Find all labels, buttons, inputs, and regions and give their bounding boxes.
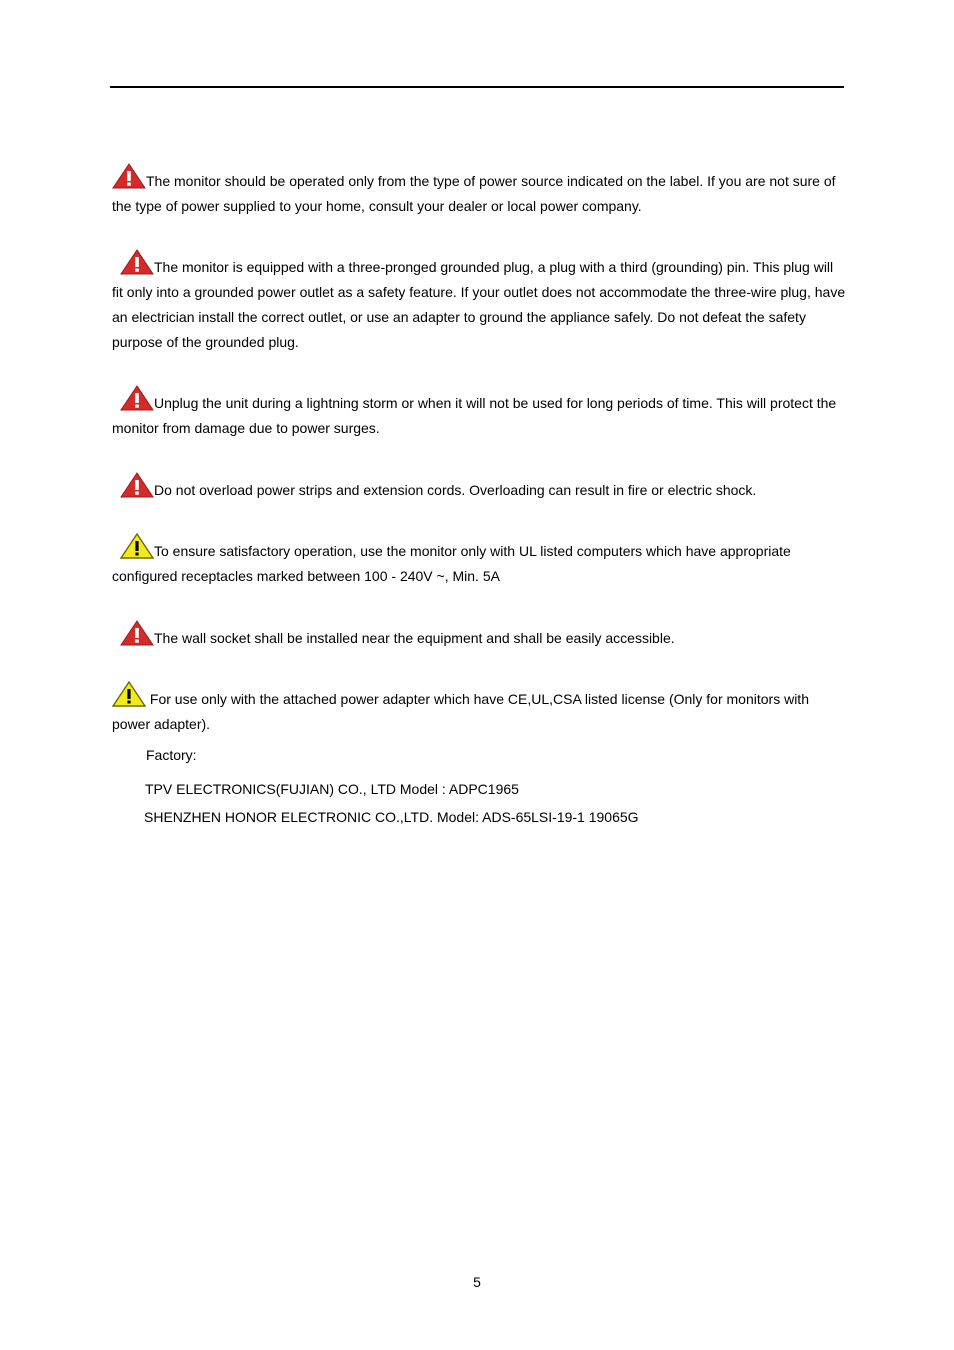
red-warning-triangle-icon xyxy=(120,472,154,498)
warning-overload xyxy=(112,472,847,503)
yellow-caution-triangle-icon xyxy=(120,533,154,559)
yellow-caution-triangle-icon xyxy=(112,681,146,707)
caution-ul-listed xyxy=(112,533,847,589)
red-warning-triangle-icon xyxy=(120,620,154,646)
factory-label: Factory: xyxy=(146,747,197,763)
warning-text: The wall socket shall be installed near the equipment and shall be easily accessible. xyxy=(154,630,675,646)
warning-grounded-plug xyxy=(112,249,847,355)
warning-text: Unplug the unit during a lightning storm or when it will not be used for long periods of time. This will protect the monitor from damage due to power surges. xyxy=(112,395,837,436)
red-warning-triangle-icon xyxy=(120,385,154,411)
red-warning-triangle-icon xyxy=(120,249,154,275)
warning-lightning xyxy=(112,385,847,441)
warning-power-source xyxy=(112,163,847,219)
header-rule xyxy=(110,86,844,88)
warning-text: The monitor should be operated only from the type of power source indicated on the label. If you are not sure of the type of power supplied to your home, consult your dealer or local power company. xyxy=(112,173,836,214)
warning-text: The monitor is equipped with a three-pronged grounded plug, a plug with a third (grounding) pin. This plug will fit only into a grounded power outlet as a safety feature. If your outlet does not accommodate the three-wire plug, have an electrician install the correct outlet, or use an adapter to ground the appliance safely. Do not defeat the safety purpose of the grounded plug. xyxy=(112,259,846,350)
warning-text: To ensure satisfactory operation, use the monitor only with UL listed computers which have appropriate configured receptacles marked between 100 - 240V ~, Min. 5A xyxy=(112,543,791,584)
page-number: 5 xyxy=(473,1274,481,1290)
warning-text: For use only with the attached power adapter which have CE,UL,CSA listed license (Only for monitors with power adapter). xyxy=(112,691,809,732)
factory-line-tpv: TPV ELECTRONICS(FUJIAN) CO., LTD Model : ADPC1965 xyxy=(145,781,519,797)
factory-line-honor: SHENZHEN HONOR ELECTRONIC CO.,LTD. Model: ADS-65LSI-19-1 19065G xyxy=(144,809,639,825)
caution-power-adapter xyxy=(112,681,847,737)
red-warning-triangle-icon xyxy=(112,163,146,189)
warning-text: Do not overload power strips and extension cords. Overloading can result in fire or electric shock. xyxy=(154,482,757,498)
warning-wall-socket xyxy=(112,620,847,651)
